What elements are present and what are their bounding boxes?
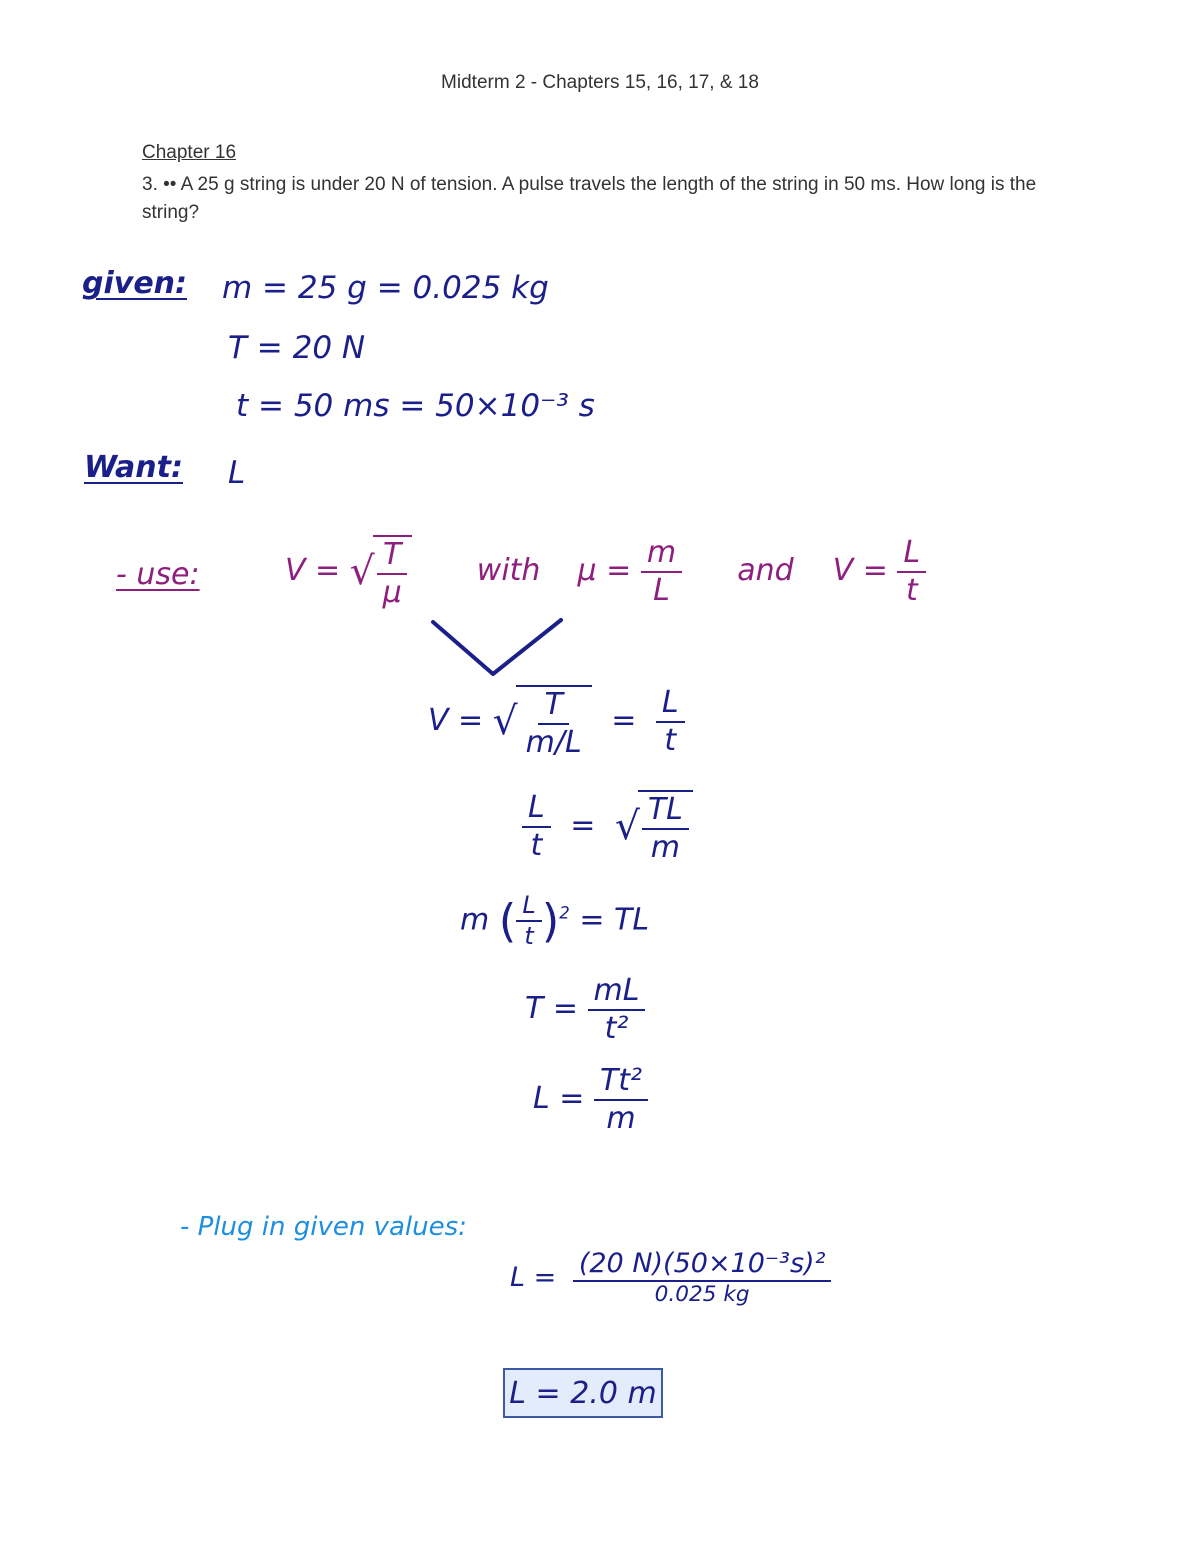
step2-num: L (522, 792, 551, 828)
sqrt-sign: √ (492, 699, 518, 744)
use-mu-num: m (641, 537, 682, 573)
step3-rhs: = TL (579, 902, 650, 938)
plug-lhs: L = (510, 1262, 557, 1293)
given-time: t = 50 ms = 50×10⁻³ s (236, 388, 595, 424)
use-mu-lhs: μ = (577, 553, 632, 588)
use-v2-num: L (897, 537, 926, 573)
step3-exp: 2 (559, 903, 570, 923)
question-text: 3. •• A 25 g string is under 20 N of tension. A pulse travels the length of the string in 50 ms. How long is the string? (142, 174, 1037, 223)
step1-num: L (656, 687, 685, 723)
sqrt-sign: √ (349, 549, 375, 594)
plug-equation (510, 1250, 831, 1307)
step1-sqrt-num: T (538, 689, 568, 725)
use-mu-den: L (653, 572, 670, 608)
use-equation (285, 535, 926, 608)
step4-den: t² (604, 1010, 629, 1046)
chevron-arrow-icon (425, 612, 575, 682)
step1-eq: = (611, 703, 637, 738)
step5-num: Tt² (594, 1065, 648, 1101)
step5-lhs: L = (533, 1081, 585, 1116)
derivation-step-5 (533, 1065, 648, 1134)
step2-den: t (530, 827, 543, 863)
sqrt-sign: √ (614, 804, 640, 849)
chapter-heading: Chapter 16 (142, 142, 237, 163)
step2-sqrt-num: TL (642, 794, 689, 830)
want-label: Want: (84, 450, 183, 485)
use-sqrt-num: T (377, 539, 407, 575)
use-label: - use: (116, 557, 200, 592)
given-tension: T = 20 N (228, 330, 366, 366)
step3-num: L (516, 893, 541, 922)
plug-num: (20 N)(50×10⁻³s)² (573, 1250, 832, 1282)
step2-eq: = (570, 808, 596, 843)
use-v-lhs: V = (285, 553, 341, 588)
use-v2-lhs: V = (832, 553, 888, 588)
given-label: given: (82, 266, 188, 301)
answer-box: L = 2.0 m (503, 1368, 663, 1418)
use-and: and (737, 553, 794, 588)
derivation-step-3: m ( $\frac{L}{t}$ )$^2$ = TL (460, 891, 650, 951)
step1-lhs: V = (428, 703, 484, 738)
plug-label: - Plug in given values: (180, 1212, 467, 1242)
given-mass: m = 25 g = 0.025 kg (222, 270, 549, 306)
derivation-step-2 (522, 790, 693, 863)
step1-sqrt-den: m/L (525, 724, 582, 760)
want-value: L (228, 455, 246, 491)
step3-den: t (524, 922, 534, 951)
page-title: Midterm 2 - Chapters 15, 16, 17, & 18 (441, 72, 759, 93)
plug-den: 0.025 kg (654, 1282, 750, 1308)
step2-sqrt-den: m (650, 829, 680, 865)
step5-den: m (606, 1100, 636, 1136)
use-v2-den: t (905, 572, 918, 608)
step1-den: t (664, 722, 677, 758)
derivation-step-4 (525, 975, 645, 1044)
use-sqrt (350, 535, 412, 608)
use-sqrt-den: μ (382, 574, 402, 610)
step4-lhs: T = (525, 991, 578, 1026)
derivation-step-1 (428, 685, 685, 758)
step4-num: mL (588, 975, 646, 1011)
use-with: with (476, 553, 541, 588)
step3-m: m (460, 902, 490, 938)
